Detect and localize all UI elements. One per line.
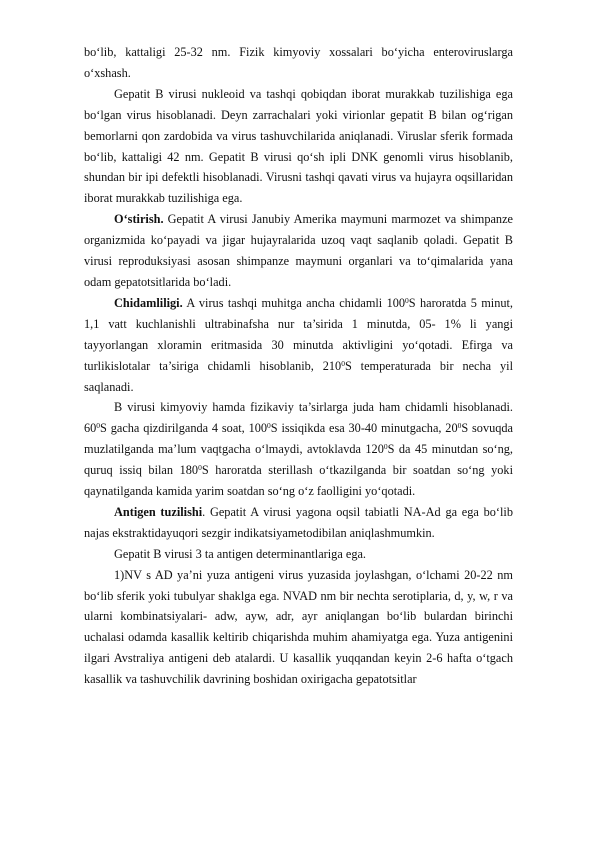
paragraph-continuation [84,42,513,84]
text-run: Gepatit B virusi nukleoid va tashqi qobiqdan iborat murakkab tuzilishiga ega bo‘lgan virus hisoblanadi. Deyn zarrachalari yoki virionlar gepatit B bilan og‘rigan bemorlarni qon zardobida va virus tashuvchilarida aniqlanadi. Viruslar sferik formada bo‘lib, kattaligi 42 nm. Gepatit B virusi qo‘sh ipli DNK genomli virus hisoblanib, shundan bir ipi defektli hisoblanadi. Virusni tashqi qavati virus va hujayra oqsillaridan iborat murakkab tuzilishiga ega. [84,86,513,206]
section-heading: Antigen tuzilishi [114,504,203,519]
text-run: A virus tashqi muhitga ancha chidamli 100 [182,295,406,310]
degree-superscript: 0 [405,295,409,305]
degree-superscript: 0 [341,358,345,368]
degree-superscript: 0 [267,421,271,431]
text-run: S haroratda sterillash o‘tkazilganda bir soatdan so‘ng yoki qaynatilganda kamida yarim soatdan so‘ng o‘z faolligini yo‘qotadi. [84,463,514,499]
paragraph-antigen-determinants [84,544,513,565]
degree-superscript: 0 [383,442,388,452]
text-run: Gepatit B virusi 3 ta antigen determinantlariga ega. [114,546,367,561]
paragraph-surface-antigen [84,565,513,690]
text-run: S sovuqda muzlatilganda ma’lum vaqtgacha o‘lmaydi, avtoklavda 120 [84,421,513,457]
degree-superscript: 0 [457,421,462,431]
text-run: S da 45 minutdan so‘ng, quruq issiq bilan 180 [84,442,513,478]
section-heading: O‘stirish. [114,212,164,227]
text-run: S issiqikda esa 30-40 minutgacha, 20 [270,421,458,436]
text-run: S gacha qizdirilganda 4 soat, 100 [100,421,268,436]
text-run: S temperaturada bir necha yil saqlanadi. [84,358,513,394]
paragraph-b-virus-resistance [84,397,513,502]
degree-superscript: 0 [96,421,101,431]
text-run: bo‘lib, kattaligi 25-32 nm. Fizik kimyoviy xossalari bo‘yicha enteroviruslarga o‘xshash. [84,45,513,80]
text-run: B virusi kimyoviy hamda fizikaviy ta’sirlarga juda ham chidamli hisoblanadi. 60 [84,400,513,436]
paragraph-antigen-structure [84,502,513,544]
degree-superscript: 0 [198,463,202,473]
text-run: S haroratda 5 minut, 1,1 vatt kuchlanishli ultrabinafsha nur ta’sirida 1 minutda, 05- 1% li yangi tayyorlangan xloramin eritmasida 30 minutda aktivligini yo‘qotadi. Efirga va turlikislotalar ta’siriga chidamli hisoblanib, 210 [84,295,513,373]
text-run: Gepatit A virusi Janubiy Amerika maymuni marmozet va shimpanze organizmida ko‘payadi va jigar hujayralarida uzoq vaqt saqlanib qoladi. Gepatit B virusi reproduksiyasi asosan shimpanze maymuni organlari va to‘qimalarida yana odam gepatotsitlarida bo‘ladi. [84,212,513,289]
paragraph-hepatitis-b-structure [84,84,513,209]
text-run: 1)NV s AD ya’ni yuza antigeni virus yuzasida joylashgan, o‘lchami 20-22 nm bo‘lib sferik yoki tubulyar shaklga ega. NVAD nm bir nechta serotiplaria, d, y, w, r va ularni kombinatsiyalari- adw, ayw, adr, ayr aniqlangan bo‘lib bulardan birinchi uchalasi odamda kasallik keltirib chiqarishda muhim ahamiyatga ega. Yuza antigenini ilgari Avstraliya antigeni deb atalardi. U kasallik yuqqandan keyin 2-6 hafta o‘tgach kasallik va tashuvchilik davrining boshidan oxirigacha gepatotsitlar [84,567,513,687]
paragraph-cultivation [84,209,513,293]
body-text [84,42,513,690]
text-run: . Gepatit A virusi yagona oqsil tabiatli NA-Ad ga ega bo‘lib najas ekstraktidayuqori sezgir indikatsiyametodibilan aniqlashmumkin. [84,504,514,540]
paragraph-resistance [84,293,513,398]
section-heading: Chidamliligi. [114,295,183,310]
